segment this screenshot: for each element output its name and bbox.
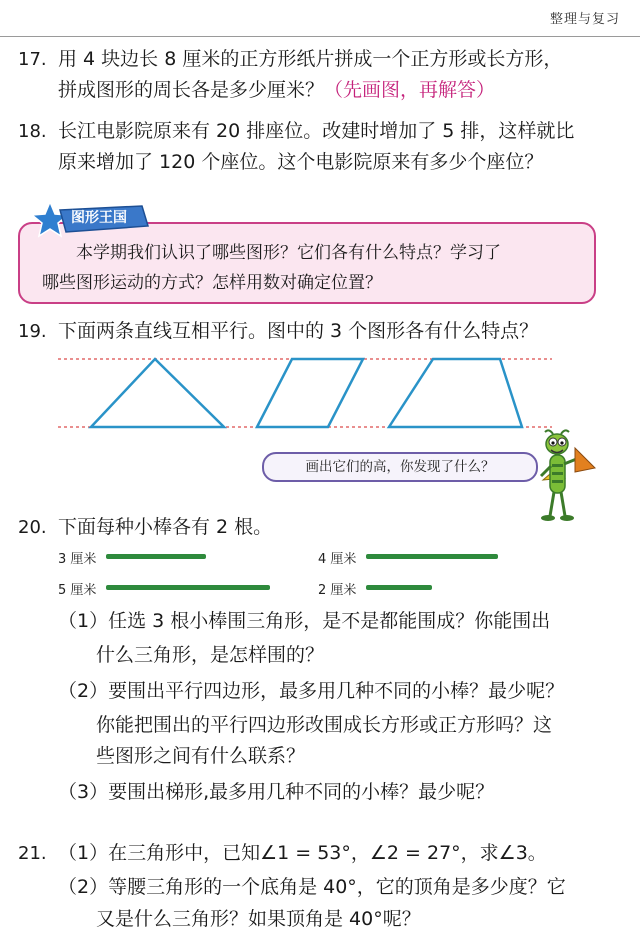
hint-speech-bubble: 画出它们的高，你发现了什么？	[262, 452, 538, 482]
stick-5cm	[106, 585, 270, 590]
question-17-line2	[58, 75, 495, 106]
header-divider	[0, 36, 640, 37]
cartoon-character-icon	[535, 428, 610, 528]
section-banner-line2: 哪些图形运动的方式？怎样用数对确定位置？	[42, 273, 382, 293]
question-17-line1: 用 4 块边长 8 厘米的正方形纸片拼成一个正方形或长方形，	[58, 48, 563, 70]
section-banner-text	[42, 238, 582, 298]
page-header-title: 整理与复习	[549, 12, 620, 27]
question-18-line2: 原来增加了 120 个座位。这个电影院原来有多少个座位？	[58, 151, 544, 173]
question-21-part2-line1: （2）等腰三角形的一个底角是 40°，它的顶角是多少度？它	[58, 876, 566, 898]
question-18-line1: 长江电影院原来有 20 排座位。改建时增加了 5 排，这样就比	[58, 120, 575, 142]
stick-label-3cm: 3 厘米	[58, 552, 97, 567]
stick-2cm	[366, 585, 432, 590]
question-19-text: 下面两条直线互相平行。图中的 3 个图形各有什么特点？	[58, 320, 539, 342]
question-21-part2-line2: 又是什么三角形？如果顶角是 40°呢？	[96, 908, 421, 930]
question-20-part1-line1: （1）任选 3 根小棒围三角形，是不是都能围成？你能围出	[58, 610, 551, 632]
parallel-lines-figure	[0, 350, 640, 440]
question-20-part3: （3）要围出梯形,最多用几种不同的小棒？最少呢？	[58, 781, 495, 803]
question-21-number: 21.	[18, 843, 47, 864]
trapezoid-shape	[389, 359, 522, 427]
question-20-part2-line1: （2）要围出平行四边形，最多用几种不同的小棒？最少呢？	[58, 680, 565, 702]
stick-label-2cm: 2 厘米	[318, 583, 357, 598]
parallelogram-shape	[257, 359, 363, 427]
stick-label-4cm: 4 厘米	[318, 552, 357, 567]
question-20-number: 20.	[18, 517, 47, 538]
question-20-text: 下面每种小棒各有 2 根。	[58, 516, 273, 538]
question-17-text: 拼成图形的周长各是多少厘米？	[58, 79, 325, 101]
question-17-number: 17.	[18, 49, 47, 70]
question-20-part2-line3: 些图形之间有什么联系？	[96, 745, 306, 767]
question-20-part1-line2: 什么三角形，是怎样围的？	[96, 644, 325, 666]
section-badge-label: 图形王国	[71, 210, 127, 226]
question-21-part1: （1）在三角形中，已知∠1 = 53°，∠2 = 27°，求∠3。	[58, 842, 547, 864]
question-18-number: 18.	[18, 121, 47, 142]
question-17-hint: （先画图，再解答）	[324, 79, 496, 101]
question-20-part2-line2: 你能把围出的平行四边形改围成长方形或正方形吗？这	[96, 714, 553, 736]
stick-3cm	[106, 554, 206, 559]
stick-label-5cm: 5 厘米	[58, 583, 97, 598]
section-banner-line1: 本学期我们认识了哪些图形？它们各有什么特点？学习了	[76, 243, 501, 263]
stick-4cm	[366, 554, 498, 559]
triangle-shape	[91, 359, 224, 427]
question-19-number: 19.	[18, 321, 47, 342]
